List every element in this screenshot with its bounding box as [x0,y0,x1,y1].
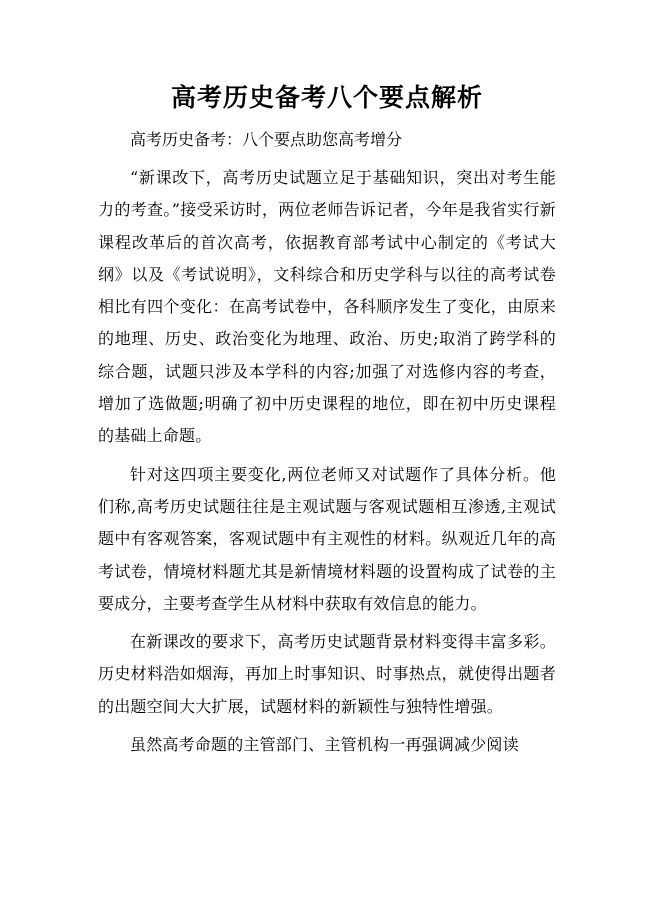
paragraph-3: 在新课改的要求下，高考历史试题背景材料变得丰富多彩。历史材料浩如烟海，再加上时事知识、时事热点，就使得出题者的出题空间大大扩展，试题材料的新颖性与独特性增强。 [98,632,556,716]
document-title: 高考历史备考八个要点解析 [170,83,483,112]
paragraph-2: 针对这四项主要变化,两位老师又对试题作了具体分析。他们称,高考历史试题往往是主观试题与客观试题相互渗透,主观试题中有客观答案，客观试题中有主观性的材料。纵观近几年的高考试卷，情境材料题尤其是新情境材料题的设置构成了试卷的主要成分，主要考查学生从材料中获取有效信息的能力。 [98,464,556,613]
document-subtitle: 高考历史备考：八个要点助您高考增分 [130,130,403,149]
paragraph-1: “新课改下，高考历史试题立足于基础知识，突出对考生能力的考查。”接受采访时，两位老师告诉记者，今年是我省实行新课程改革后的首次高考，依据教育部考试中心制定的《考试大纲》以及《考试说明》，文科综合和历史学科与以往的高考试卷相比有四个变化：在高考试卷中，各科顺序发生了变化，由原来的地理、历史、政治变化为地理、政治、历史;取消了跨学科的综合题，试题只涉及本学科的内容;加强了对选修内容的考查，增加了选做题;明确了初中历史课程的地位，即在初中历史课程的基础上命题。 [98,168,556,446]
paragraph-4: 虽然高考命题的主管部门、主管机构一再强调减少阅读 [130,735,519,755]
